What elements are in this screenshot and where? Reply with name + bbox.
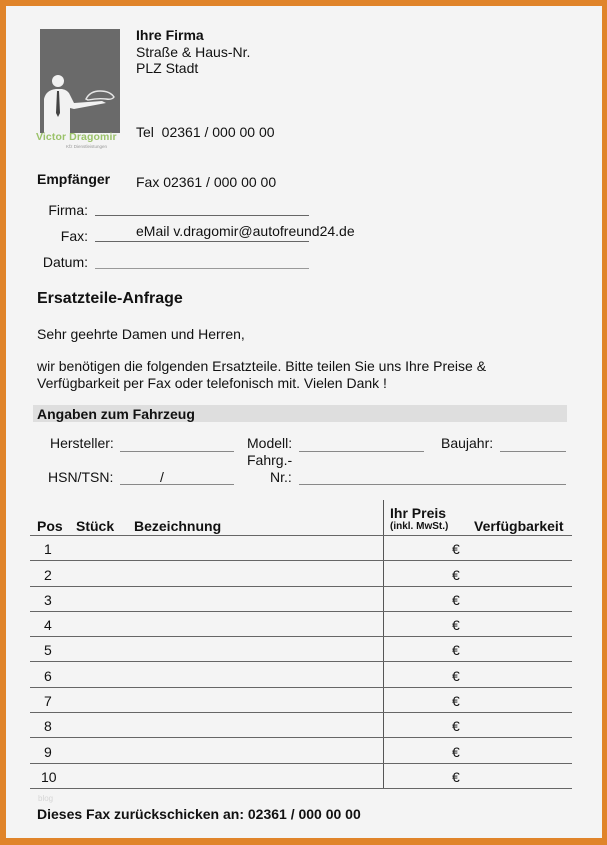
table-row-currency: € — [452, 769, 460, 785]
sender-city: PLZ Stadt — [136, 60, 199, 76]
table-header-rule — [30, 535, 572, 536]
table-row-pos: 6 — [44, 668, 52, 684]
table-row-rule — [30, 586, 572, 587]
table-row-rule — [30, 763, 572, 764]
sender-address — [136, 27, 250, 77]
table-row-currency: € — [452, 744, 460, 760]
table-bottom-rule — [30, 788, 572, 789]
col-header-bezeichnung: Bezeichnung — [134, 518, 222, 534]
body-text-line-1: wir benötigen die folgenden Ersatzteile. Bitte teilen Sie uns Ihre Preise & — [37, 358, 487, 374]
table-row-currency: € — [452, 567, 460, 583]
table-row-pos: 2 — [44, 567, 52, 583]
vehicle-section-header — [33, 405, 567, 422]
watermark-text: blog — [38, 794, 54, 803]
table-row-pos: 5 — [44, 642, 52, 658]
fahrg-label-line-2: Nr.: — [270, 469, 292, 485]
table-row-pos: 1 — [44, 541, 52, 557]
company-logo — [40, 29, 120, 133]
table-row-pos: 4 — [44, 617, 52, 633]
col-header-pos: Pos — [37, 518, 63, 534]
man-presenting-car-icon — [40, 29, 120, 133]
sender-fax: Fax 02361 / 000 00 00 — [136, 173, 277, 190]
baujahr-field[interactable] — [500, 451, 566, 452]
modell-label: Modell: — [247, 435, 293, 451]
table-row-rule — [30, 636, 572, 637]
recipient-datum-label: Datum: — [42, 254, 88, 270]
col-header-stueck: Stück — [76, 518, 115, 534]
table-row-pos: 3 — [44, 592, 52, 608]
salutation: Sehr geehrte Damen und Herren, — [37, 326, 245, 342]
baujahr-label: Baujahr: — [441, 435, 494, 451]
recipient-fax-label: Fax: — [60, 228, 88, 244]
footer-return-fax: Dieses Fax zurückschicken an: 02361 / 000 00 00 — [37, 806, 361, 822]
recipient-firma-field[interactable] — [95, 215, 309, 216]
table-row-currency: € — [452, 617, 460, 633]
table-row-currency: € — [452, 541, 460, 557]
table-row-pos: 10 — [41, 769, 57, 785]
sender-company: Ihre Firma — [136, 27, 204, 43]
table-row-rule — [30, 661, 572, 662]
sender-contact — [136, 91, 355, 256]
sender-tel: Tel 02361 / 000 00 00 — [136, 124, 275, 140]
hsn-tsn-field[interactable] — [120, 484, 234, 485]
body-text-line-2: Verfügbarkeit per Fax oder telefonisch mit. Vielen Dank ! — [37, 375, 387, 391]
document-title: Ersatzteile-Anfrage — [37, 290, 183, 307]
table-row-rule — [30, 737, 572, 738]
hersteller-label: Hersteller: — [50, 435, 114, 451]
fahrgestell-nr-field[interactable] — [299, 484, 566, 485]
table-row-currency: € — [452, 592, 460, 608]
sender-email: eMail v.dragomir@autofreund24.de — [136, 223, 355, 239]
table-column-divider — [383, 500, 384, 789]
recipient-datum-field[interactable] — [95, 268, 309, 269]
table-row-currency: € — [452, 718, 460, 734]
logo-name: Victor Dragomir — [36, 131, 117, 143]
col-header-preis: Ihr Preis — [390, 505, 447, 521]
table-row-currency: € — [452, 642, 460, 658]
table-row-rule — [30, 687, 572, 688]
table-row-pos: 7 — [44, 693, 52, 709]
table-row-rule — [30, 712, 572, 713]
hsn-tsn-separator: / — [160, 469, 164, 485]
recipient-heading: Empfänger — [37, 171, 111, 187]
hersteller-field[interactable] — [120, 451, 234, 452]
table-row-rule — [30, 611, 572, 612]
table-row-pos: 8 — [44, 718, 52, 734]
logo-subtitle: Kfz Dienstleistungen — [66, 144, 108, 149]
fahrg-label-line-1: Fahrg.- — [247, 452, 293, 468]
col-header-verfuegbarkeit: Verfügbarkeit — [474, 518, 564, 534]
table-row-pos: 9 — [44, 744, 52, 760]
modell-field[interactable] — [299, 451, 424, 452]
col-header-preis-note: (inkl. MwSt.) — [390, 521, 449, 532]
recipient-fax-field[interactable] — [95, 241, 309, 242]
hsn-tsn-label: HSN/TSN: — [48, 469, 114, 485]
sender-street: Straße & Haus-Nr. — [136, 43, 251, 60]
table-row-rule — [30, 560, 572, 561]
table-row-currency: € — [452, 693, 460, 709]
table-row-currency: € — [452, 668, 460, 684]
vehicle-section-title: Angaben zum Fahrzeug — [37, 406, 195, 422]
recipient-firma-label: Firma: — [48, 202, 88, 218]
